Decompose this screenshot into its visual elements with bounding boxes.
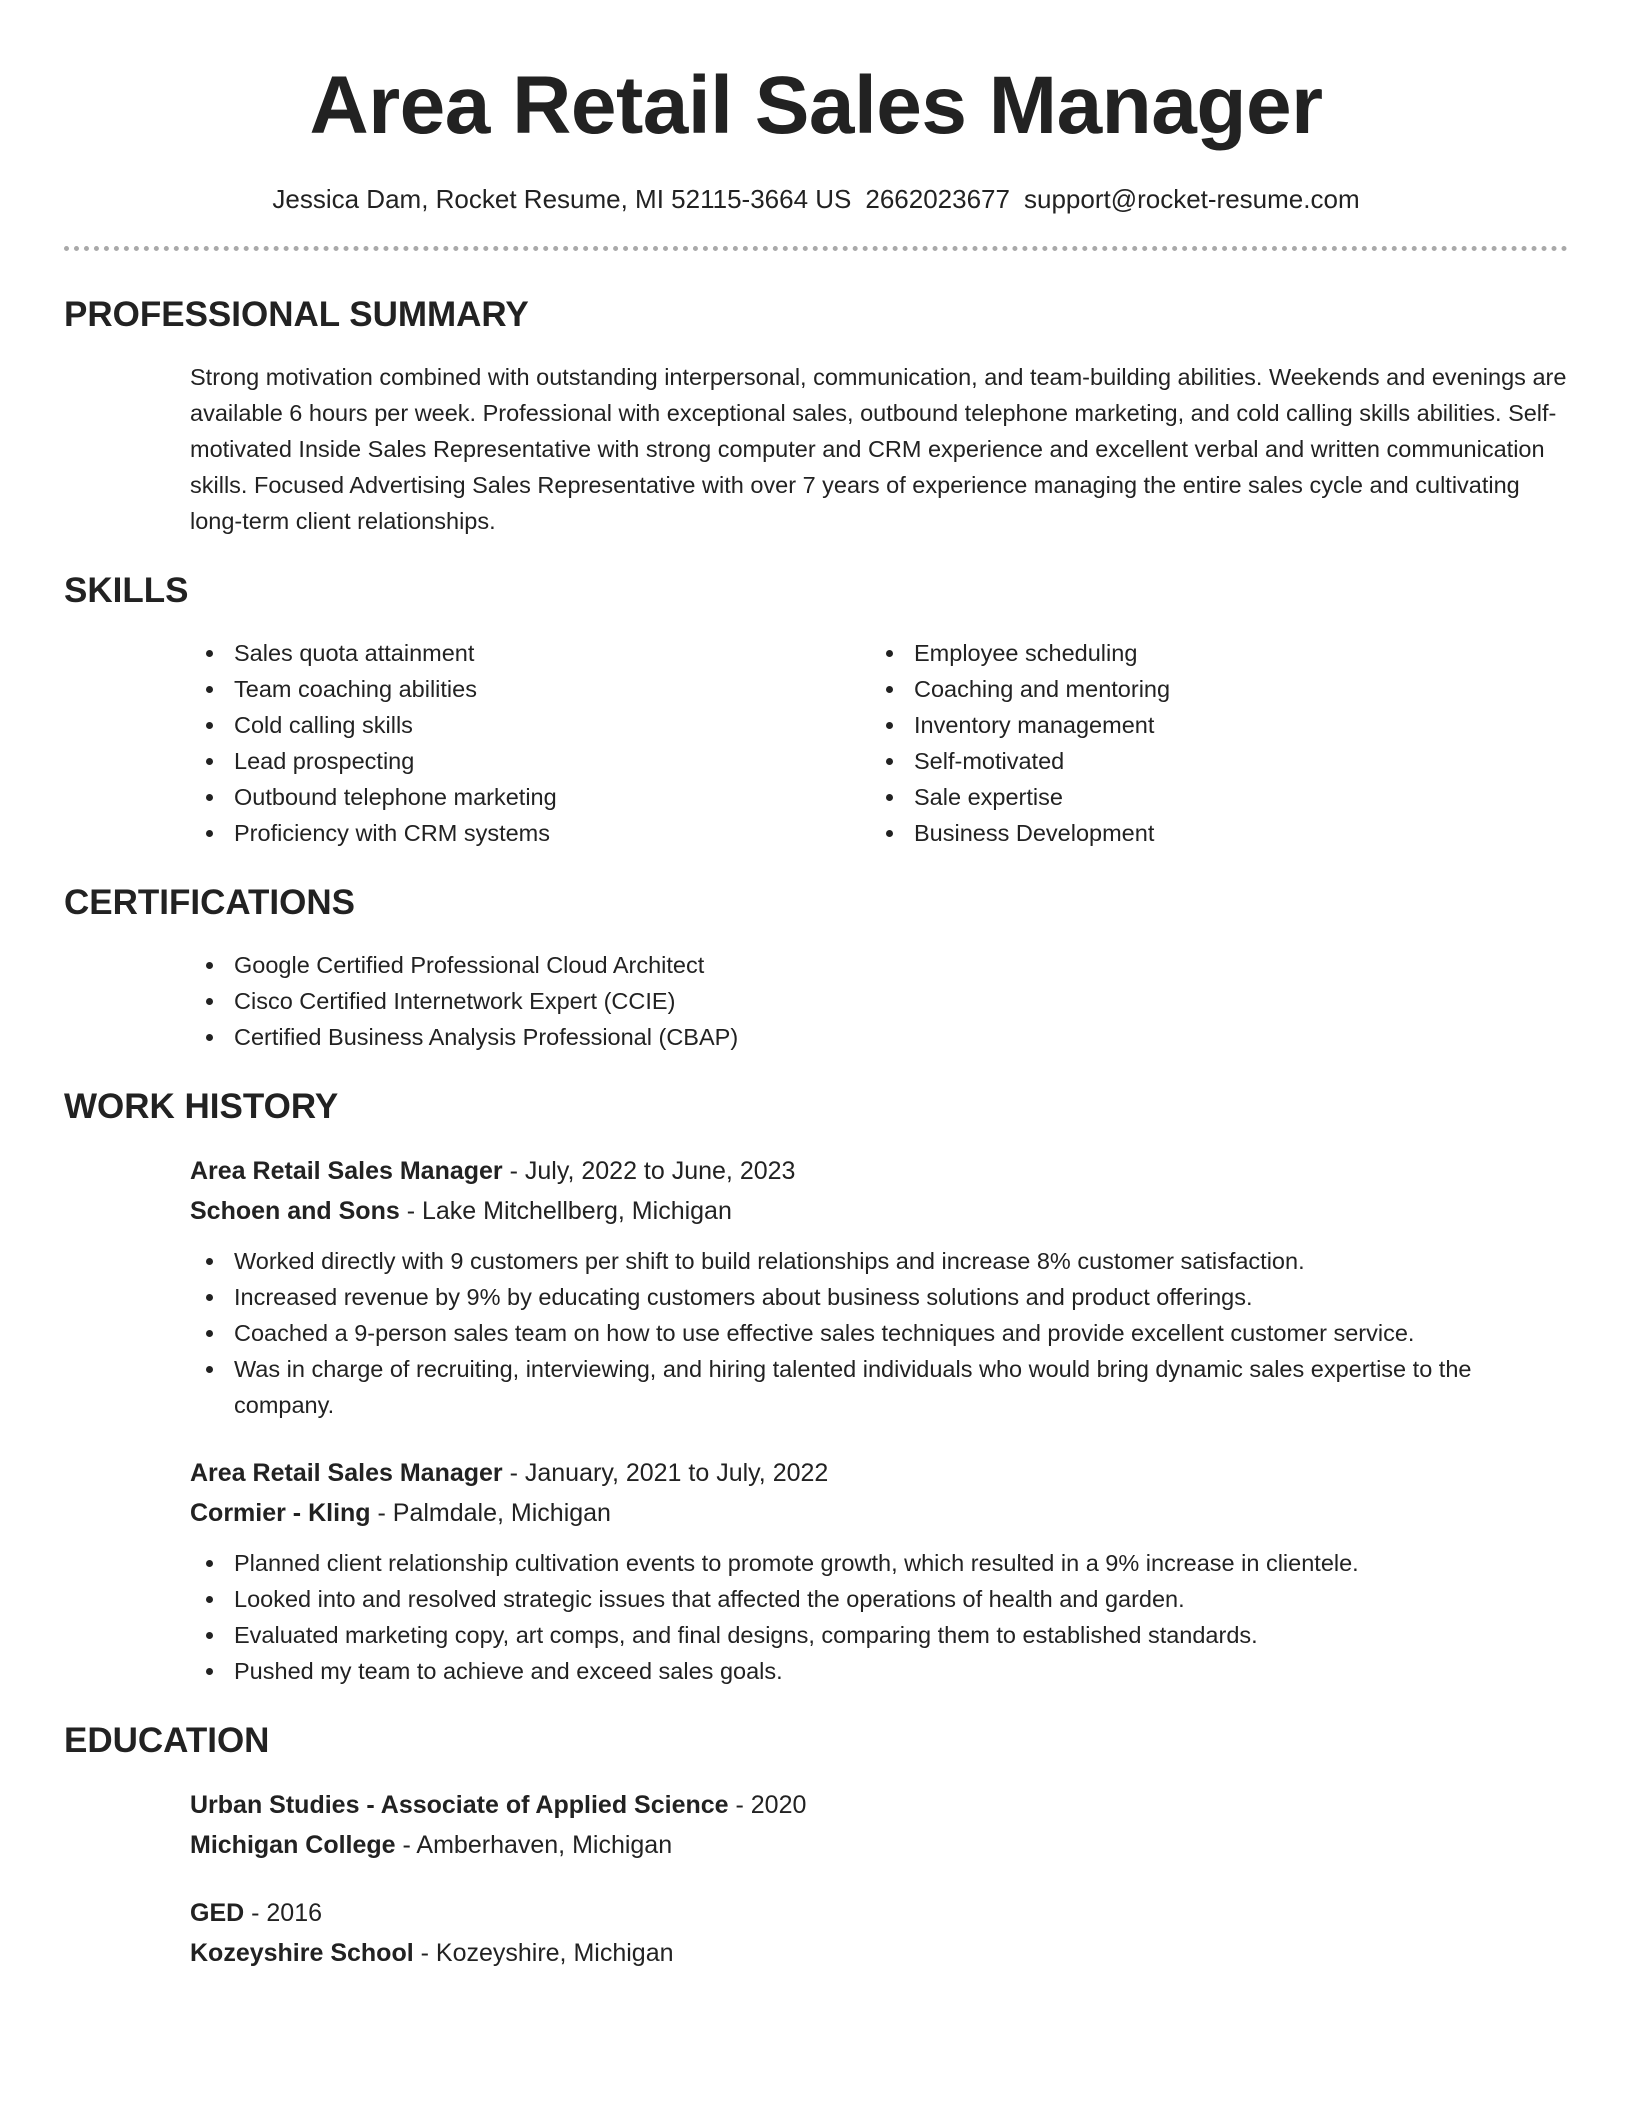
- education-degree: Urban Studies - Associate of Applied Science: [190, 1791, 729, 1819]
- education-degree: GED: [190, 1899, 245, 1927]
- education-location: - Amberhaven, Michigan: [395, 1831, 673, 1859]
- job-company-line: [190, 1191, 1568, 1231]
- education-entry: [190, 1785, 1568, 1865]
- skill-item: Business Development: [870, 815, 1510, 851]
- education-school: Michigan College: [190, 1831, 396, 1859]
- education-location: - Kozeyshire, Michigan: [413, 1939, 674, 1967]
- skill-item: Inventory management: [870, 707, 1510, 743]
- job-company-line: [190, 1493, 1568, 1533]
- skill-item: Outbound telephone marketing: [190, 779, 870, 815]
- job-title: Area Retail Sales Manager: [190, 1459, 503, 1487]
- certification-item: Google Certified Professional Cloud Architect: [190, 947, 1568, 983]
- skill-item: Proficiency with CRM systems: [190, 815, 870, 851]
- skills-column-right: [870, 635, 1510, 851]
- education-school-line: [190, 1825, 1568, 1865]
- contact-email: support@rocket-resume.com: [1023, 184, 1360, 214]
- education-heading: EDUCATION: [64, 1721, 270, 1760]
- job-title: Area Retail Sales Manager: [190, 1157, 503, 1185]
- education-degree-line: [190, 1785, 1568, 1825]
- skill-item: Sales quota attainment: [190, 635, 870, 671]
- skill-item: Lead prospecting: [190, 743, 870, 779]
- job-bullet: Looked into and resolved strategic issues that affected the operations of health and garden.: [190, 1581, 1568, 1617]
- job-title-line: [190, 1151, 1568, 1191]
- job-bullet: Was in charge of recruiting, interviewing, and hiring talented individuals who would bring dynamic sales expertise to the company.: [190, 1351, 1568, 1423]
- certification-item: Cisco Certified Internetwork Expert (CCIE): [190, 983, 1568, 1019]
- work-history-heading: WORK HISTORY: [64, 1087, 339, 1126]
- job-bullet: Coached a 9-person sales team on how to use effective sales techniques and provide excellent customer service.: [190, 1315, 1568, 1351]
- job-bullet: Planned client relationship cultivation events to promote growth, which resulted in a 9% increase in clientele.: [190, 1545, 1568, 1581]
- skill-item: Self-motivated: [870, 743, 1510, 779]
- summary-text: Strong motivation combined with outstanding interpersonal, communication, and team-building abilities. Weekends and evenings are available 6 hours per week. Professional with exceptional sales, outbound telephone marketing, and cold calling skills abilities. Self-motivated Inside Sales Representative with strong computer and CRM experience and excellent verbal and written communication skills. Focused Advertising Sales Representative with over 7 years of experience managing the entire sales cycle and cultivating long-term client relationships.: [190, 364, 1567, 534]
- resume-title: Area Retail Sales Manager: [309, 60, 1323, 151]
- job-location: - Lake Mitchellberg, Michigan: [399, 1197, 732, 1225]
- certifications-list: [190, 947, 1568, 1055]
- job-entry: [190, 1151, 1568, 1423]
- job-dates: - July, 2022 to June, 2023: [502, 1157, 796, 1185]
- education-entry: [190, 1893, 1568, 1973]
- job-bullet: Pushed my team to achieve and exceed sales goals.: [190, 1653, 1568, 1689]
- education-year: - 2020: [728, 1791, 807, 1819]
- job-bullet: Increased revenue by 9% by educating customers about business solutions and product offerings.: [190, 1279, 1568, 1315]
- education-school-line: [190, 1933, 1568, 1973]
- contact-info: [64, 182, 1568, 216]
- education-year: - 2016: [244, 1899, 323, 1927]
- job-bullet: Worked directly with 9 customers per shift to build relationships and increase 8% customer satisfaction.: [190, 1243, 1568, 1279]
- header-divider: [64, 246, 1568, 251]
- skill-item: Sale expertise: [870, 779, 1510, 815]
- job-title-line: [190, 1453, 1568, 1493]
- contact-phone: 2662023677: [865, 184, 1010, 214]
- certification-item: Certified Business Analysis Professional (CBAP): [190, 1019, 1568, 1055]
- job-company: Schoen and Sons: [190, 1197, 400, 1225]
- job-bullets: [190, 1243, 1568, 1423]
- job-bullets: [190, 1545, 1568, 1689]
- job-entry: [190, 1453, 1568, 1689]
- job-location: - Palmdale, Michigan: [370, 1499, 611, 1527]
- skill-item: Team coaching abilities: [190, 671, 870, 707]
- skill-item: Cold calling skills: [190, 707, 870, 743]
- job-company: Cormier - Kling: [190, 1499, 371, 1527]
- contact-address: Jessica Dam, Rocket Resume, MI 52115-3664 US: [272, 184, 852, 214]
- skill-item: Employee scheduling: [870, 635, 1510, 671]
- skills-column-left: [190, 635, 870, 851]
- job-dates: - January, 2021 to July, 2022: [502, 1459, 829, 1487]
- education-school: Kozeyshire School: [190, 1939, 414, 1967]
- summary-heading: PROFESSIONAL SUMMARY: [64, 295, 529, 334]
- certifications-heading: CERTIFICATIONS: [64, 883, 356, 922]
- skills-list: [190, 635, 1568, 851]
- skill-item: Coaching and mentoring: [870, 671, 1510, 707]
- job-bullet: Evaluated marketing copy, art comps, and final designs, comparing them to established standards.: [190, 1617, 1568, 1653]
- education-degree-line: [190, 1893, 1568, 1933]
- skills-heading: SKILLS: [64, 571, 189, 610]
